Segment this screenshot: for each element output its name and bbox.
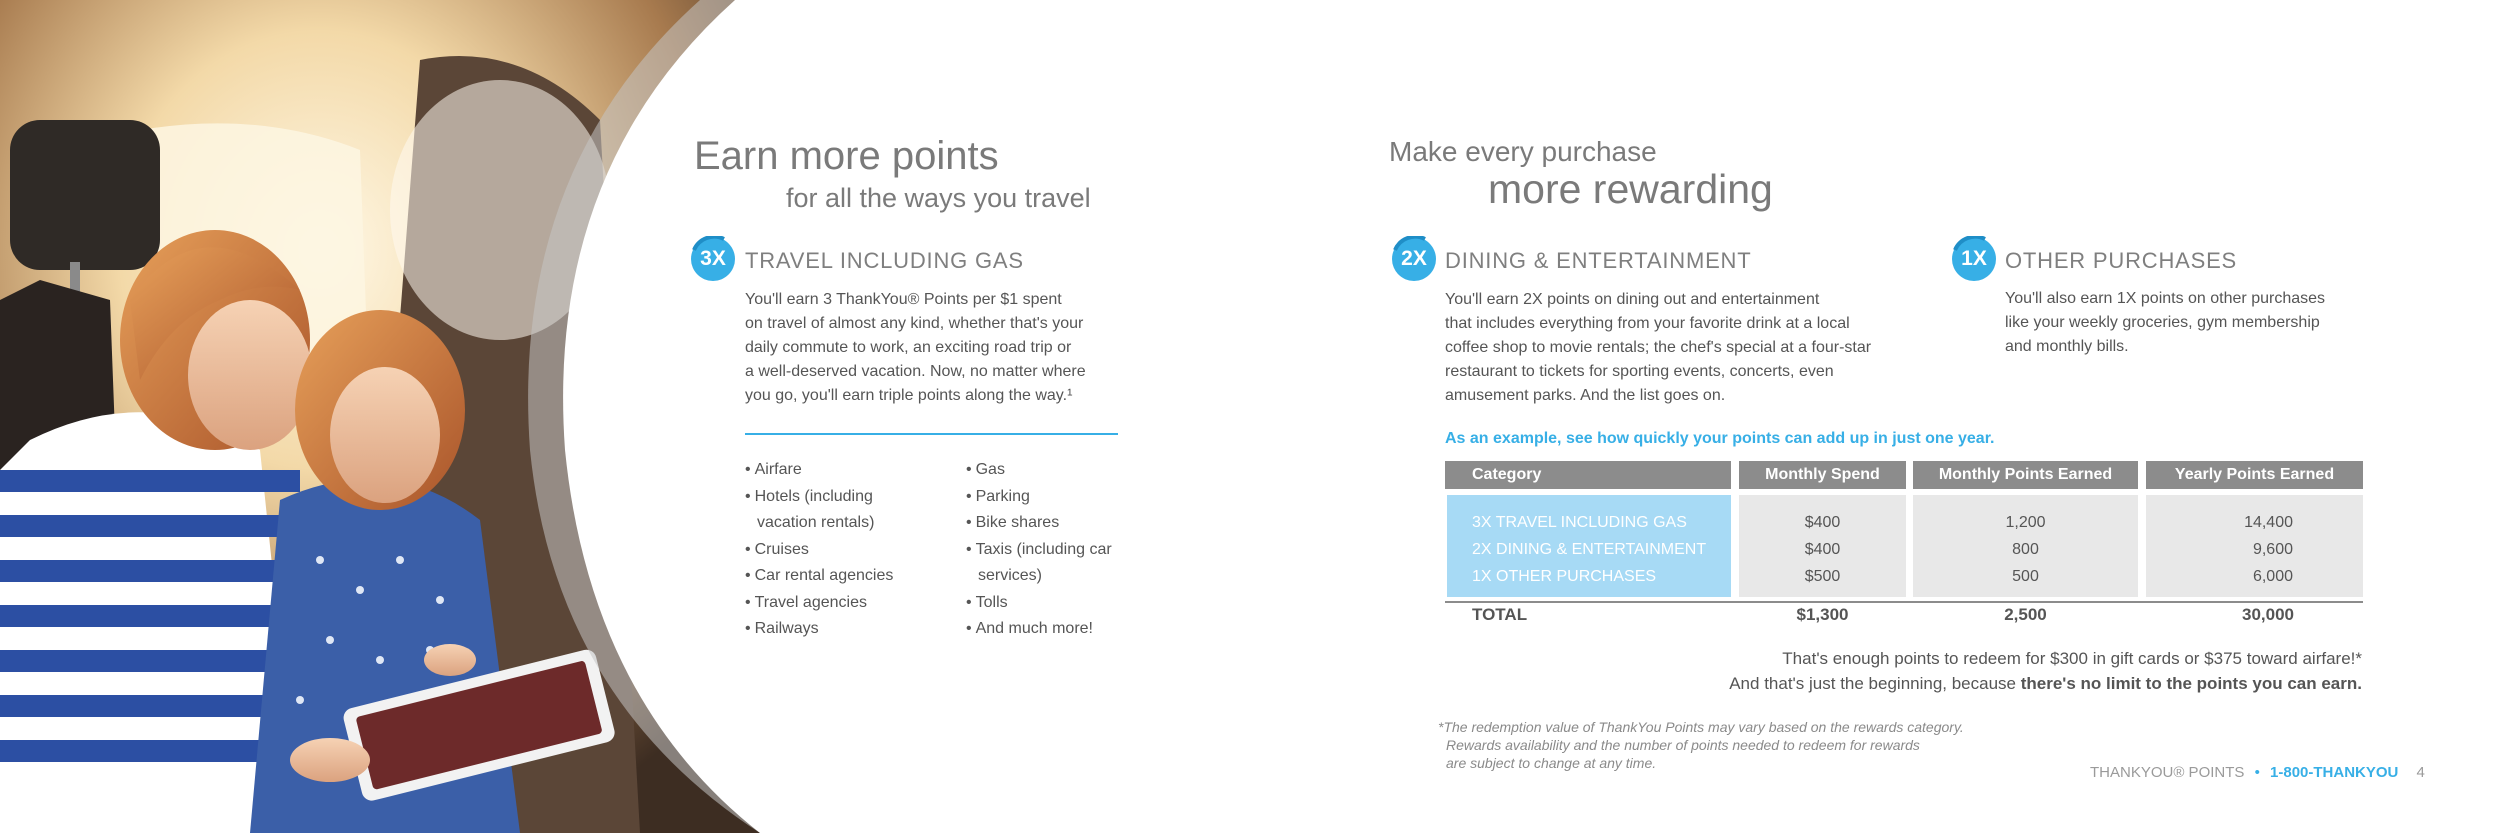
summary-line-1: That's enough points to redeem for $300 in gift cards or $375 toward airfare!* — [1782, 649, 2362, 668]
travel-body — [745, 288, 1086, 408]
list-item: • Bike shares — [966, 510, 1116, 537]
summary-line-2-emphasis: there's no limit to the points you can earn. — [2020, 674, 2362, 693]
travel-body-line: You'll earn 3 ThankYou® Points per $1 spent — [745, 291, 1062, 308]
other-body-line: You'll also earn 1X points on other purchases — [2005, 290, 2326, 307]
list-item: • Tolls — [966, 590, 1116, 617]
table-header-yearly-points: Yearly Points Earned — [2146, 461, 2363, 489]
summary-line-2-text: And that's just the beginning, because — [1729, 674, 2021, 693]
dining-heading: DINING & ENTERTAINMENT — [1445, 248, 1752, 273]
dining-body-line: amusement parks. And the list goes on. — [1445, 387, 1726, 404]
summary-line-2 — [1600, 674, 2362, 694]
table-cell: 14,400 — [2244, 514, 2293, 531]
dining-badge — [1391, 236, 1437, 282]
right-title: Make every purchase — [1389, 136, 1657, 167]
table-cell: $500 — [1804, 568, 1841, 585]
footnote-line: *The redemption value of ThankYou Points may vary based on the rewards category. — [1438, 719, 1964, 735]
divider-line — [745, 433, 1118, 435]
left-title: Earn more points — [694, 134, 999, 178]
table-total-monthly: 2,500 — [2004, 605, 2047, 624]
other-body — [2005, 287, 2325, 359]
travel-body-line: a well-deserved vacation. Now, no matter where — [745, 363, 1086, 380]
table-cell: 1,200 — [2005, 514, 2046, 531]
list-item: • And much more! — [966, 616, 1116, 643]
example-line: As an example, see how quickly your points can add up in just one year. — [1445, 430, 1995, 447]
list-item: • Car rental agencies — [745, 563, 925, 590]
footnote-line: Rewards availability and the number of points needed to redeem for rewards — [1446, 737, 1920, 753]
footnote — [1438, 718, 1964, 772]
dining-body-line: that includes everything from your favorite drink at a local — [1445, 315, 1850, 332]
table-category-cell — [1447, 495, 1731, 597]
right-subtitle: more rewarding — [1488, 166, 1773, 212]
table-cell: $400 — [1804, 541, 1841, 558]
footer-brand: THANKYOU® POINTS — [2090, 764, 2245, 781]
table-total-yearly: 30,000 — [2242, 605, 2294, 624]
table-total-label: TOTAL — [1472, 605, 1528, 624]
dining-body-line: restaurant to tickets for sporting events, concerts, even — [1445, 363, 1834, 380]
other-heading: OTHER PURCHASES — [2005, 248, 2238, 273]
other-body-line: like your weekly groceries, gym membership — [2005, 314, 2320, 331]
list-item: • Parking — [966, 484, 1116, 511]
table-monthly-spend-cell — [1739, 495, 1906, 597]
travel-body-line: daily commute to work, an exciting road trip or — [745, 339, 1072, 356]
footer-bullet: • — [2254, 764, 2260, 781]
travel-badge-label: 3X — [700, 247, 726, 270]
table-cell: 500 — [2012, 568, 2039, 585]
dining-body-line: You'll earn 2X points on dining out and entertainment — [1445, 291, 1820, 308]
table-header-category: Category — [1445, 461, 1731, 489]
travel-heading: TRAVEL INCLUDING GAS — [745, 248, 1024, 273]
left-subtitle: for all the ways you travel — [786, 183, 1091, 213]
table-header-monthly-spend: Monthly Spend — [1739, 461, 1906, 489]
travel-list-col2 — [966, 457, 1116, 643]
other-badge-label: 1X — [1961, 247, 1987, 270]
table-cell: 6,000 — [2252, 568, 2293, 585]
dining-body-line: coffee shop to movie rentals; the chef's special at a four-star — [1445, 339, 1872, 356]
footer-phone: 1-800-THANKYOU — [2270, 764, 2399, 781]
list-item: • Gas — [966, 457, 1116, 484]
travel-body-line: on travel of almost any kind, whether that's your — [745, 315, 1084, 332]
table-total-divider — [1445, 601, 2363, 603]
table-cell: 9,600 — [2252, 541, 2293, 558]
other-body-line: and monthly bills. — [2005, 338, 2129, 355]
table-cell: $400 — [1804, 514, 1841, 531]
list-item: • Taxis (including car services) — [966, 537, 1116, 590]
table-cell: 1X OTHER PURCHASES — [1472, 568, 1657, 585]
table-yearly-points-cell — [2146, 495, 2363, 597]
page-number: 4 — [2416, 764, 2425, 781]
dining-body — [1445, 288, 1871, 408]
table-cell: 3X TRAVEL INCLUDING GAS — [1472, 514, 1687, 531]
list-item: • Travel agencies — [745, 590, 925, 617]
hero-photo — [0, 0, 760, 833]
page-footer — [2090, 764, 2450, 781]
travel-body-line: you go, you'll earn triple points along the way.¹ — [745, 387, 1073, 404]
footnote-line: are subject to change at any time. — [1446, 755, 1657, 771]
travel-badge — [690, 236, 736, 282]
list-item: • Railways — [745, 616, 925, 643]
table-header-monthly-points: Monthly Points Earned — [1913, 461, 2138, 489]
dining-badge-label: 2X — [1401, 247, 1427, 270]
table-monthly-points-cell — [1913, 495, 2138, 597]
hero-photo-illustration — [0, 0, 760, 833]
table-cell: 2X DINING & ENTERTAINMENT — [1472, 541, 1707, 558]
table-cell: 800 — [2012, 541, 2039, 558]
list-item: • Hotels (including vacation rentals) — [745, 484, 925, 537]
list-item: • Cruises — [745, 537, 925, 564]
travel-list-col1 — [745, 457, 925, 643]
list-item: • Airfare — [745, 457, 925, 484]
table-total-spend: $1,300 — [1796, 605, 1849, 624]
other-badge — [1951, 236, 1997, 282]
